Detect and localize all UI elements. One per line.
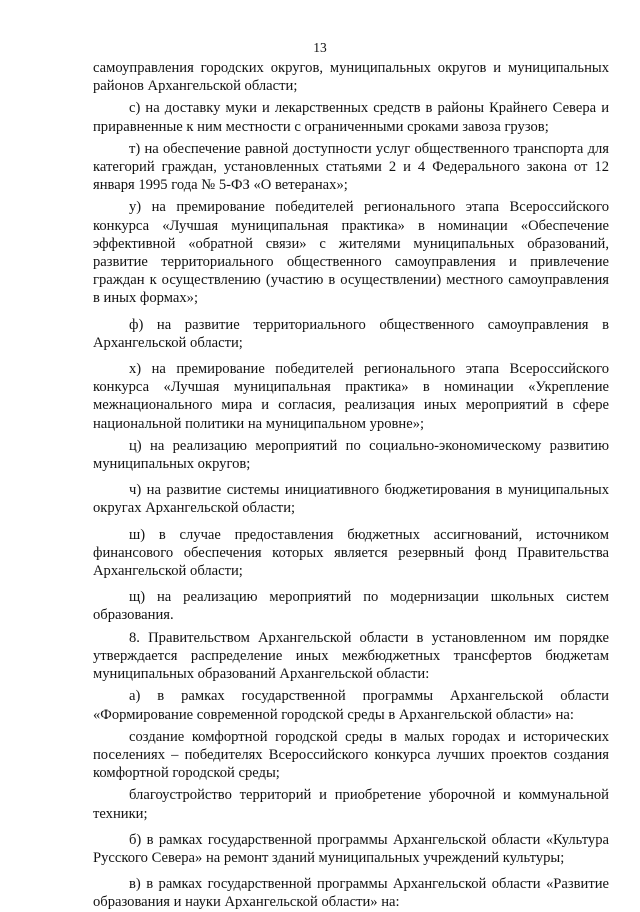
paragraph-item-a-2: благоустройство территорий и приобретение уборочной и коммунальной техники; — [93, 787, 609, 822]
paragraph-continuation: самоуправления городских округов, муниципальных округов и муниципальных районов Архангельской области; — [93, 60, 609, 95]
paragraph-item-sh: ш) в случае предоставления бюджетных ассигнований, источником финансового обеспечения которых является резервный фонд Правительства Архангельской области; — [93, 526, 609, 580]
paragraph-item-v: в) в рамках государственной программы Архангельской области «Развитие образования и науки Архангельской области» на: — [93, 876, 609, 911]
paragraph-item-shch: щ) на реализацию мероприятий по модернизации школьных систем образования. — [93, 589, 609, 624]
document-body — [93, 59, 609, 912]
page-number: 13 — [313, 40, 327, 55]
paragraph-item-u: у) на премирование победителей регионального этапа Всероссийского конкурса «Лучшая муниципальная практика» в номинации «Обеспечение эффективной «обратной связи» с жителями муниципальных образований, развитие территориального общественного самоуправления и привлечение граждан к осуществлению (участию в осуществлении) местного самоуправления в иных формах»; — [93, 199, 609, 307]
paragraph-item-a: а) в рамках государственной программы Архангельской области «Формирование современной городской среды в Архангельской области» на: — [93, 688, 609, 723]
paragraph-item-ts: ц) на реализацию мероприятий по социально-экономическому развитию муниципальных округов; — [93, 437, 609, 473]
paragraph-item-ch: ч) на развитие системы инициативного бюджетирования в муниципальных округах Архангельской области; — [93, 482, 609, 517]
paragraph-item-s: с) на доставку муки и лекарственных средств в районы Крайнего Севера и приравненные к ним местности с ограниченными сроками завоза грузов; — [93, 100, 609, 135]
paragraph-item-t: т) на обеспечение равной доступности услуг общественного транспорта для категорий граждан, установленных статьями 2 и 4 Федерального закона от 12 января 1995 года № 5-ФЗ «О ветеранах»; — [93, 140, 609, 194]
paragraph-item-b: б) в рамках государственной программы Архангельской области «Культура Русского Севера» на ремонт зданий муниципальных учреждений культуры; — [93, 831, 609, 866]
paragraph-item-kh: х) на премирование победителей регионального этапа Всероссийского конкурса «Лучшая муниципальная практика» в номинации «Укрепление межнационального мира и согласия, реализация иных мероприятий в сфере национальной политики на муниципальном уровне»; — [93, 361, 609, 432]
paragraph-item-a-1: создание комфортной городской среды в малых городах и исторических поселениях – победителях Всероссийского конкурса лучших проектов создания комфортной городской среды; — [93, 728, 609, 782]
paragraph-section-8: 8. Правительством Архангельской области в установленном им порядке утверждается распределение иных межбюджетных трансфертов бюджетам муниципальных образований Архангельской области: — [93, 629, 609, 683]
paragraph-item-f: ф) на развитие территориального общественного самоуправления в Архангельской области; — [93, 316, 609, 351]
